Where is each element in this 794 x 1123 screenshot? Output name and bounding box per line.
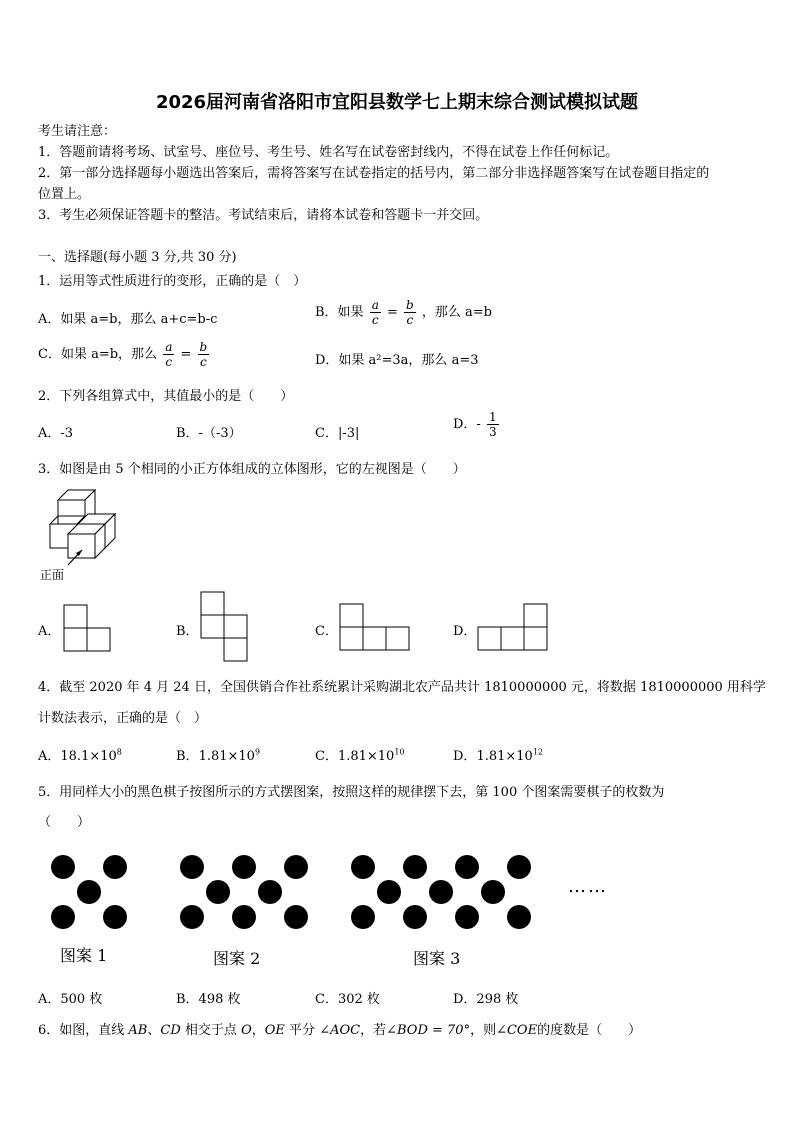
angle-bod: ∠BOD = 70° [386, 1023, 471, 1038]
q1-b-prefix: B．如果 [315, 305, 364, 320]
chess-piece [180, 855, 204, 879]
chess-piece [377, 880, 401, 904]
numerator: b [199, 340, 208, 354]
equals-sign: = [387, 305, 398, 320]
value: 1.81×10 [198, 749, 255, 764]
numerator: b [406, 298, 414, 312]
ray-oe: OE [264, 1023, 285, 1038]
notice-item-2: 2．第一部分选择题每小题选出答案后，需将答案写在试卷指定的括号内，第二部分非选择题答案写在试卷题目指定的 [38, 166, 710, 181]
q3-stem: 3．如图是由 5 个相同的小正方体组成的立体图形，它的左视图是（ ） [38, 462, 466, 477]
denominator: c [406, 313, 414, 327]
denominator: c [165, 355, 173, 369]
value: 1.81×10 [337, 749, 395, 764]
q6-text-3: ，若 [360, 1023, 387, 1038]
q4-stem-line2: 计数法表示，正确的是（ ） [38, 711, 208, 726]
q4-option-b [176, 745, 260, 764]
q1-option-d: D．如果 a²=3a，那么 a=3 [315, 353, 479, 368]
q2-d-frac [487, 410, 499, 439]
option-letter: C． [315, 749, 338, 764]
q1-b-frac-right [404, 298, 416, 327]
q5-pattern-figure [40, 845, 640, 935]
pattern-3-label: 图案 3 [413, 949, 461, 968]
q6-text-4: ，则 [470, 1023, 497, 1038]
front-label: 正面 [40, 568, 65, 582]
q1-option-a: A．如果 a=b，那么 a+c=b-c [38, 312, 218, 327]
option-letter: A． [38, 749, 61, 764]
line-ab: AB [128, 1023, 148, 1038]
angle-coe: ∠COE [496, 1023, 538, 1038]
q2-option-b: B．-（-3） [176, 426, 242, 441]
chess-piece [232, 855, 256, 879]
q4-option-d [453, 745, 543, 764]
numerator: a [165, 340, 173, 354]
q2-stem: 2．下列各组算式中，其值最小的是（ ） [38, 389, 294, 404]
chess-piece [180, 905, 204, 929]
q5-option-c: C．302 枚 [315, 992, 380, 1007]
q3-option-c-view [339, 603, 413, 651]
q1-option-b [315, 298, 492, 327]
chess-piece [284, 905, 308, 929]
q2-option-a: A．-3 [38, 426, 74, 441]
denominator: c [200, 355, 207, 369]
q5-stem-line2: （ ） [38, 815, 91, 830]
q5-option-b: B．498 枚 [176, 992, 241, 1007]
chess-piece [51, 905, 75, 929]
page-title: 2026届河南省洛阳市宜阳县数学七上期末综合测试模拟试题 [155, 92, 639, 113]
q4-option-a [38, 745, 122, 764]
q2-d-prefix: D．- [453, 417, 481, 432]
denominator: 3 [488, 425, 497, 439]
q1-c-frac-right [198, 340, 210, 369]
separator: 、 [147, 1023, 161, 1038]
q3-option-b-label: B． [176, 624, 199, 639]
q3-option-c-label: C． [315, 624, 338, 639]
chess-piece [403, 905, 427, 929]
exponent: 12 [532, 747, 544, 757]
q3-solid-figure [38, 488, 128, 568]
q6-prefix: 6．如图，直线 [38, 1023, 125, 1038]
chess-piece [455, 855, 479, 879]
continuation-dots: …… [568, 876, 608, 897]
chess-piece [403, 855, 427, 879]
section-heading: 一、选择题(每小题 3 分,共 30 分) [38, 250, 237, 265]
chess-piece [455, 905, 479, 929]
q2-option-d [453, 410, 501, 439]
q1-b-suffix: ，那么 a=b [421, 305, 492, 320]
exponent: 9 [254, 747, 261, 757]
pattern-2-label: 图案 2 [213, 949, 261, 968]
chess-piece [481, 880, 505, 904]
q2-option-c: C．|-3| [315, 426, 360, 441]
q3-option-a-label: A． [38, 624, 61, 639]
angle-aoc: ∠AOC [319, 1023, 361, 1038]
chess-piece [284, 855, 308, 879]
q1-option-c [38, 340, 211, 369]
notice-item-2-cont: 位置上。 [38, 187, 91, 202]
numerator: 1 [488, 410, 497, 424]
value: 1.81×10 [476, 749, 533, 764]
chess-piece [507, 855, 531, 879]
q1-c-frac-left [163, 340, 174, 369]
value: 18.1×10 [60, 749, 117, 764]
comma: ， [251, 1023, 265, 1038]
exponent: 10 [394, 747, 405, 757]
option-letter: D． [453, 749, 477, 764]
chess-piece [507, 905, 531, 929]
q6-text-1: 相交于点 [184, 1023, 237, 1038]
q3-option-d-label: D． [453, 624, 477, 639]
q5-option-a: A．500 枚 [38, 992, 103, 1007]
q1-b-frac-left [370, 298, 381, 327]
equals-sign: = [180, 347, 192, 362]
q4-stem-line1: 4．截至 2020 年 4 月 24 日，全国供销合作社系统累计采购湖北农产品共计 1810000000 元，将数据 1810000000 用科学 [38, 680, 766, 695]
chess-piece [351, 905, 375, 929]
q1-stem: 1．运用等式性质进行的变形，正确的是（ ） [38, 274, 307, 289]
chess-piece [77, 880, 101, 904]
chess-piece [51, 855, 75, 879]
notice-item-3: 3．考生必须保证答题卡的整洁。考试结束后，请将本试卷和答题卡一并交回。 [38, 208, 489, 223]
q6-text-2: 平分 [289, 1023, 316, 1038]
point-o: O [241, 1023, 252, 1038]
chess-piece [103, 855, 127, 879]
q4-option-c [315, 745, 405, 764]
notice-item-1: 1．答题前请将考场、试室号、座位号、考生号、姓名写在试卷密封线内，不得在试卷上作任何标记。 [38, 145, 619, 160]
chess-piece [103, 905, 127, 929]
q1-c-prefix: C．如果 a=b，那么 [38, 347, 158, 362]
q6-suffix: 的度数是（ ） [537, 1023, 642, 1038]
q6-stem [38, 1019, 641, 1038]
q3-option-a-view [63, 604, 113, 652]
q3-option-b-view [200, 591, 250, 663]
chess-piece [206, 880, 230, 904]
notice-heading: 考生请注意： [38, 124, 117, 139]
option-letter: B． [176, 749, 199, 764]
denominator: c [371, 313, 379, 327]
chess-piece [258, 880, 282, 904]
q5-option-d: D．298 枚 [453, 992, 519, 1007]
chess-piece [351, 855, 375, 879]
exponent: 8 [116, 747, 122, 757]
chess-piece [429, 880, 453, 904]
line-cd: CD [160, 1023, 181, 1038]
chess-piece [232, 905, 256, 929]
numerator: a [371, 298, 379, 312]
q5-stem-line1: 5．用同样大小的黑色棋子按图所示的方式摆图案，按照这样的规律摆下去，第 100 个图案需要棋子的枚数为 [38, 785, 665, 800]
pattern-1-label: 图案 1 [60, 946, 108, 965]
q3-option-d-view [477, 603, 551, 651]
